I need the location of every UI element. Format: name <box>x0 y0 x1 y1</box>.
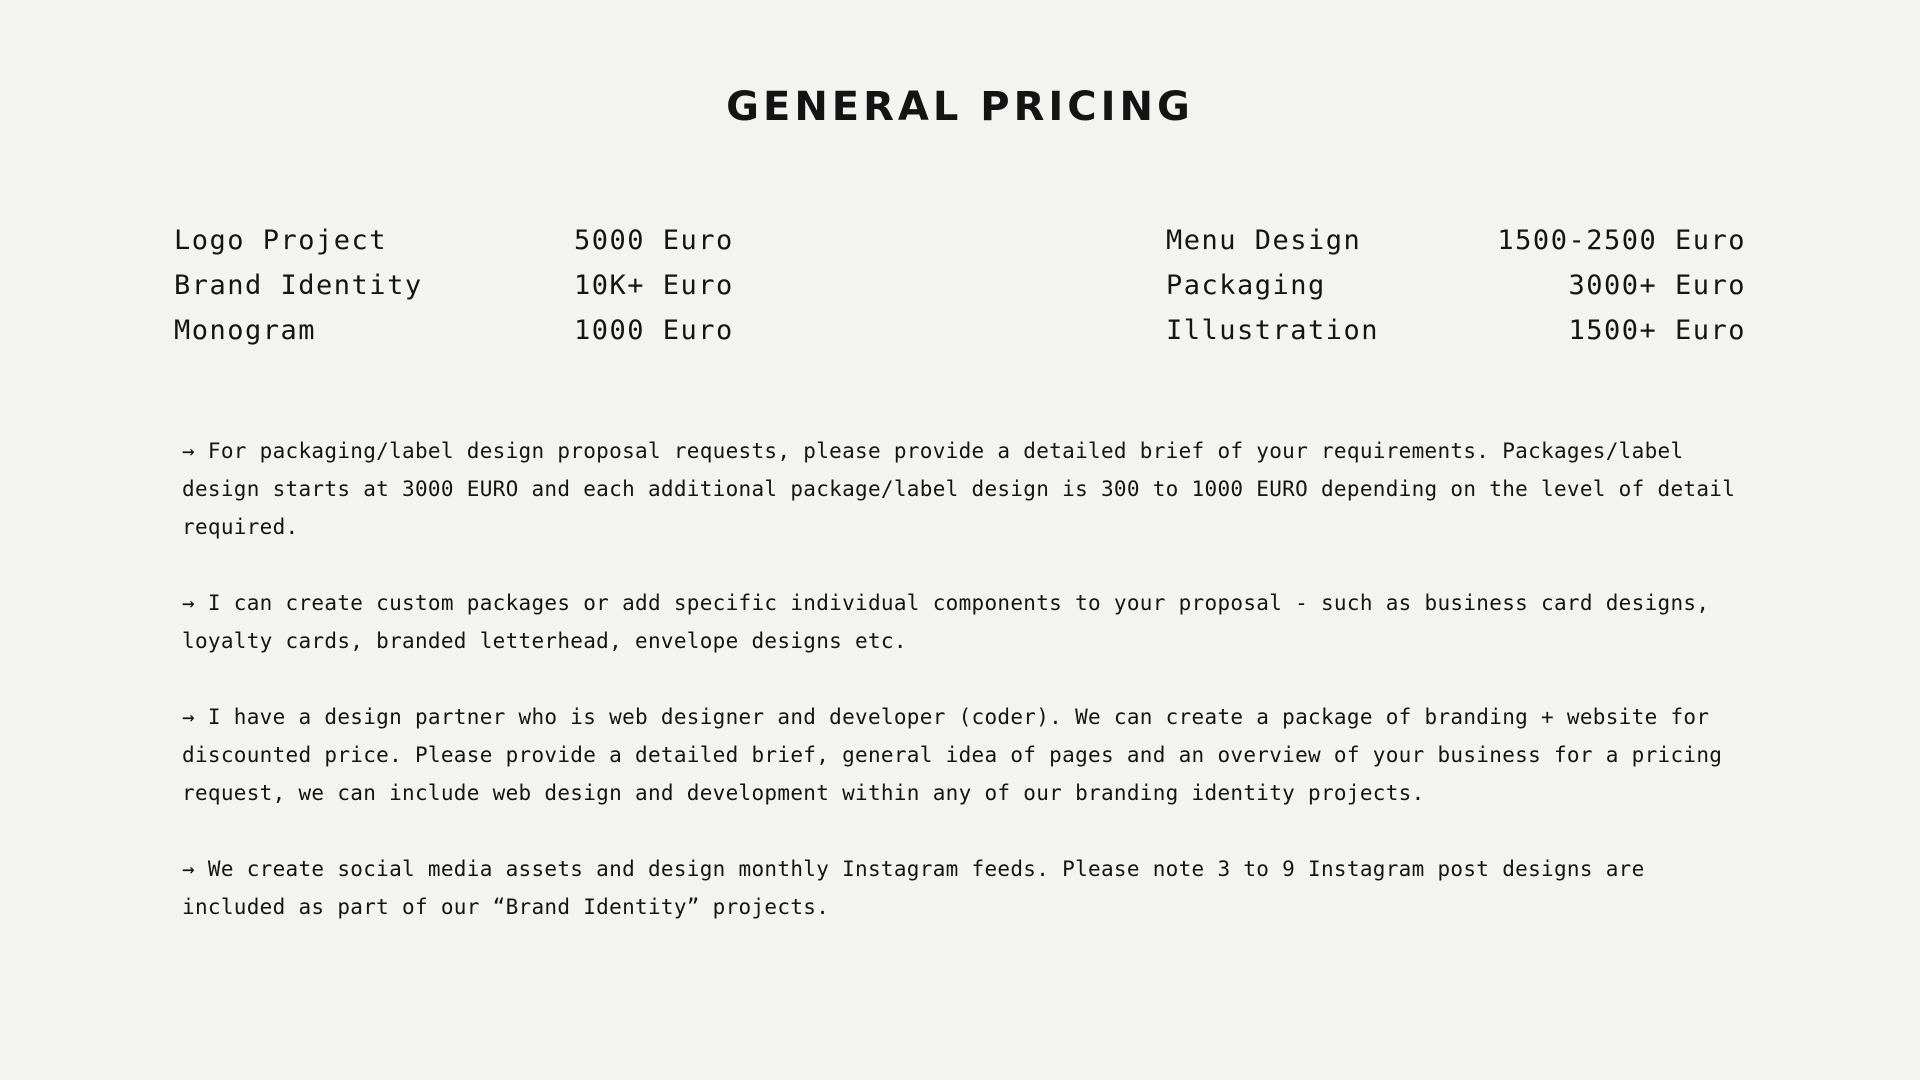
pricing-list-left <box>174 218 754 353</box>
notes-section <box>182 432 1752 964</box>
service-price: 3000+ Euro <box>1568 270 1746 301</box>
service-price: 10K+ Euro <box>574 270 734 301</box>
service-name: Illustration <box>1166 315 1380 346</box>
price-row-brand-identity <box>174 263 754 308</box>
service-name: Menu Design <box>1166 225 1362 256</box>
note-social-media: → We create social media assets and design monthly Instagram feeds. Please note 3 to 9 Instagram post designs are included as part of our “Brand Identity” projects. <box>182 857 1645 919</box>
page-title: GENERAL PRICING <box>726 84 1194 130</box>
price-row-menu-design <box>1166 218 1746 263</box>
price-row-illustration <box>1166 308 1746 353</box>
note-web-design-partner: → I have a design partner who is web designer and developer (coder). We can create a package of branding + website for discounted price. Please provide a detailed brief, general idea of pages and an overview of your business for a pricing request, we can include web design and development within any of our branding identity projects. <box>182 705 1723 805</box>
service-price: 5000 Euro <box>574 225 734 256</box>
service-name: Monogram <box>174 315 317 346</box>
price-row-packaging <box>1166 263 1746 308</box>
service-name: Logo Project <box>174 225 388 256</box>
note-packaging: → For packaging/label design proposal requests, please provide a detailed brief of your requirements. Packages/label design starts at 3000 EURO and each additional package/label design is 300 to 1000 EURO depending on the level of detail required. <box>182 439 1736 539</box>
price-row-monogram <box>174 308 754 353</box>
note-custom-packages: → I can create custom packages or add specific individual components to your proposal - such as business card designs, loyalty cards, branded letterhead, envelope designs etc. <box>182 591 1710 653</box>
price-row-logo-project <box>174 218 754 263</box>
service-price: 1000 Euro <box>574 315 734 346</box>
service-price: 1500-2500 Euro <box>1497 225 1746 256</box>
pricing-list-right <box>1166 218 1746 353</box>
service-price: 1500+ Euro <box>1568 315 1746 346</box>
service-name: Packaging <box>1166 270 1326 301</box>
service-name: Brand Identity <box>174 270 423 301</box>
